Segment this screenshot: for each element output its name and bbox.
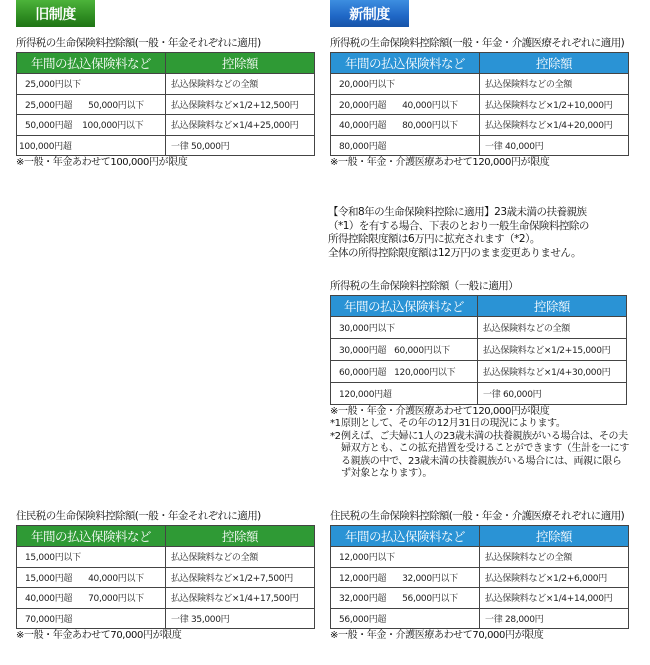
table-row (331, 74, 629, 95)
table-row (17, 94, 315, 115)
table-row (331, 588, 629, 609)
deduction-amount: 一律 28,000円 (480, 608, 629, 629)
premium-range: 56,000円超 (331, 608, 480, 629)
old-resident-tax-note: ※一般・年金あわせて70,000円が限度 (16, 630, 182, 641)
footnote-text: 例えば、ご夫婦に1人の23歳未満の扶養親族がいる場合は、その夫婦双方とも、この拡充措置を受けることができます（生計を一にする親族の中で、23歳未満の扶養親族がいる場合には、両親に限らず対象となります）。 (341, 430, 629, 479)
table-header-row (17, 526, 315, 547)
old-income-tax-caption: 所得税の生命保険料控除額(一般・年金それぞれに適用) (16, 37, 261, 49)
premium-range: 80,000円超 (331, 135, 480, 156)
premium-range: 60,000円超 120,000円以下 (331, 361, 478, 383)
table-row (17, 588, 315, 609)
header-premium: 年間の払込保険料など (17, 526, 166, 547)
old-system-badge: 旧制度 (16, 0, 95, 27)
table-row (331, 608, 629, 629)
premium-range: 25,000円超 50,000円以下 (17, 94, 166, 115)
table-row (17, 115, 315, 136)
table-row (17, 608, 315, 629)
table-row (17, 547, 315, 568)
table-row (17, 74, 315, 95)
deduction-amount: 払込保険料など×1/2+12,500円 (166, 94, 315, 115)
new-resident-tax-note: ※一般・年金・介護医療あわせて70,000円が限度 (330, 630, 544, 641)
table-header-row (17, 53, 315, 74)
premium-range: 20,000円以下 (331, 74, 480, 95)
premium-range: 50,000円超 100,000円以下 (17, 115, 166, 136)
deduction-amount: 一律 60,000円 (478, 383, 627, 405)
new-income-tax-caption: 所得税の生命保険料控除額(一般・年金・介護医療それぞれに適用) (330, 37, 625, 49)
premium-range: 30,000円以下 (331, 317, 478, 339)
footnote-mark: *2 (330, 430, 341, 442)
footnote-2 (330, 431, 630, 481)
header-premium: 年間の払込保険料など (17, 53, 166, 74)
table-row (331, 94, 629, 115)
premium-range: 30,000円超 60,000円以下 (331, 339, 478, 361)
deduction-amount: 払込保険料など×1/4+14,000円 (480, 588, 629, 609)
deduction-amount: 払込保険料などの全額 (478, 317, 627, 339)
premium-range: 15,000円超 40,000円以下 (17, 567, 166, 588)
new-income-tax-section (330, 36, 629, 169)
reiwa8-paragraph (328, 206, 638, 260)
deduction-amount: 払込保険料など×1/4+25,000円 (166, 115, 315, 136)
table-header-row (331, 53, 629, 74)
reiwa8-note: ※一般・年金・介護医療あわせて120,000円が限度 (330, 406, 550, 417)
deduction-amount: 払込保険料などの全額 (480, 547, 629, 568)
table-header-row (331, 296, 627, 317)
table-header-row (331, 526, 629, 547)
deduction-amount: 一律 50,000円 (166, 135, 315, 156)
header-premium: 年間の払込保険料など (331, 526, 480, 547)
premium-range: 25,000円以下 (17, 74, 166, 95)
footnote-mark: *1 (330, 418, 341, 429)
new-income-tax-note: ※一般・年金・介護医療あわせて120,000円が限度 (330, 157, 550, 168)
reiwa8-footnotes (330, 418, 630, 481)
new-income-tax-table (330, 52, 629, 156)
deduction-amount: 払込保険料など×1/2+15,000円 (478, 339, 627, 361)
new-resident-tax-table (330, 525, 629, 629)
deduction-amount: 一律 35,000円 (166, 608, 315, 629)
footnote-1 (330, 418, 630, 431)
header-deduction: 控除額 (166, 526, 315, 547)
paragraph-line: 全体の所得控除限度額は12万円のまま変更ありません。 (328, 246, 581, 259)
premium-range: 12,000円超 32,000円以下 (331, 567, 480, 588)
premium-range: 12,000円以下 (331, 547, 480, 568)
deduction-amount: 払込保険料などの全額 (166, 74, 315, 95)
premium-range: 70,000円超 (17, 608, 166, 629)
new-resident-tax-section (330, 509, 629, 642)
premium-range: 40,000円超 80,000円以下 (331, 115, 480, 136)
deduction-amount: 払込保険料など×1/2+6,000円 (480, 567, 629, 588)
premium-range: 120,000円超 (331, 383, 478, 405)
header-deduction: 控除額 (478, 296, 627, 317)
header-premium: 年間の払込保険料など (331, 53, 480, 74)
table-row (17, 567, 315, 588)
old-income-tax-section (16, 36, 315, 169)
deduction-amount: 払込保険料など×1/2+7,500円 (166, 567, 315, 588)
deduction-amount: 払込保険料などの全額 (166, 547, 315, 568)
table-row (331, 383, 627, 405)
table-row (331, 115, 629, 136)
premium-range: 40,000円超 70,000円以下 (17, 588, 166, 609)
deduction-amount: 払込保険料など×1/4+17,500円 (166, 588, 315, 609)
reiwa8-income-tax-section (330, 279, 630, 481)
paragraph-line: （*1）を有する場合、下表のとおり一般生命保険料控除の (328, 219, 589, 232)
old-income-tax-table (16, 52, 315, 156)
table-row (17, 135, 315, 156)
premium-range: 100,000円超 (17, 135, 166, 156)
reiwa8-caption: 所得税の生命保険料控除額（一般に適用） (330, 280, 519, 292)
header-deduction: 控除額 (166, 53, 315, 74)
table-row (331, 317, 627, 339)
header-deduction: 控除額 (480, 53, 629, 74)
deduction-amount: 払込保険料など×1/4+30,000円 (478, 361, 627, 383)
premium-range: 20,000円超 40,000円以下 (331, 94, 480, 115)
deduction-amount: 一律 40,000円 (480, 135, 629, 156)
header-deduction: 控除額 (480, 526, 629, 547)
deduction-amount: 払込保険料などの全額 (480, 74, 629, 95)
old-resident-tax-caption: 住民税の生命保険料控除額(一般・年金それぞれに適用) (16, 510, 261, 522)
header-premium: 年間の払込保険料など (331, 296, 478, 317)
deduction-amount: 払込保険料など×1/2+10,000円 (480, 94, 629, 115)
paragraph-line: 所得控除限度額は6万円に拡充されます（*2）。 (328, 233, 540, 245)
old-resident-tax-section (16, 509, 315, 642)
table-row (331, 547, 629, 568)
old-income-tax-note: ※一般・年金あわせて100,000円が限度 (16, 157, 188, 168)
new-resident-tax-caption: 住民税の生命保険料控除額(一般・年金・介護医療それぞれに適用) (330, 510, 625, 522)
premium-range: 15,000円以下 (17, 547, 166, 568)
table-row (331, 567, 629, 588)
new-system-badge: 新制度 (330, 0, 409, 27)
reiwa8-income-tax-table (330, 295, 627, 405)
table-row (331, 339, 627, 361)
old-resident-tax-table (16, 525, 315, 629)
paragraph-line: 【令和8年の生命保険料控除に適用】23歳未満の扶養親族 (328, 206, 587, 218)
deduction-amount: 払込保険料など×1/4+20,000円 (480, 115, 629, 136)
footnote-text: 原則として、その年の12月31日の現況によります。 (341, 418, 566, 429)
premium-range: 32,000円超 56,000円以下 (331, 588, 480, 609)
table-row (331, 361, 627, 383)
table-row (331, 135, 629, 156)
